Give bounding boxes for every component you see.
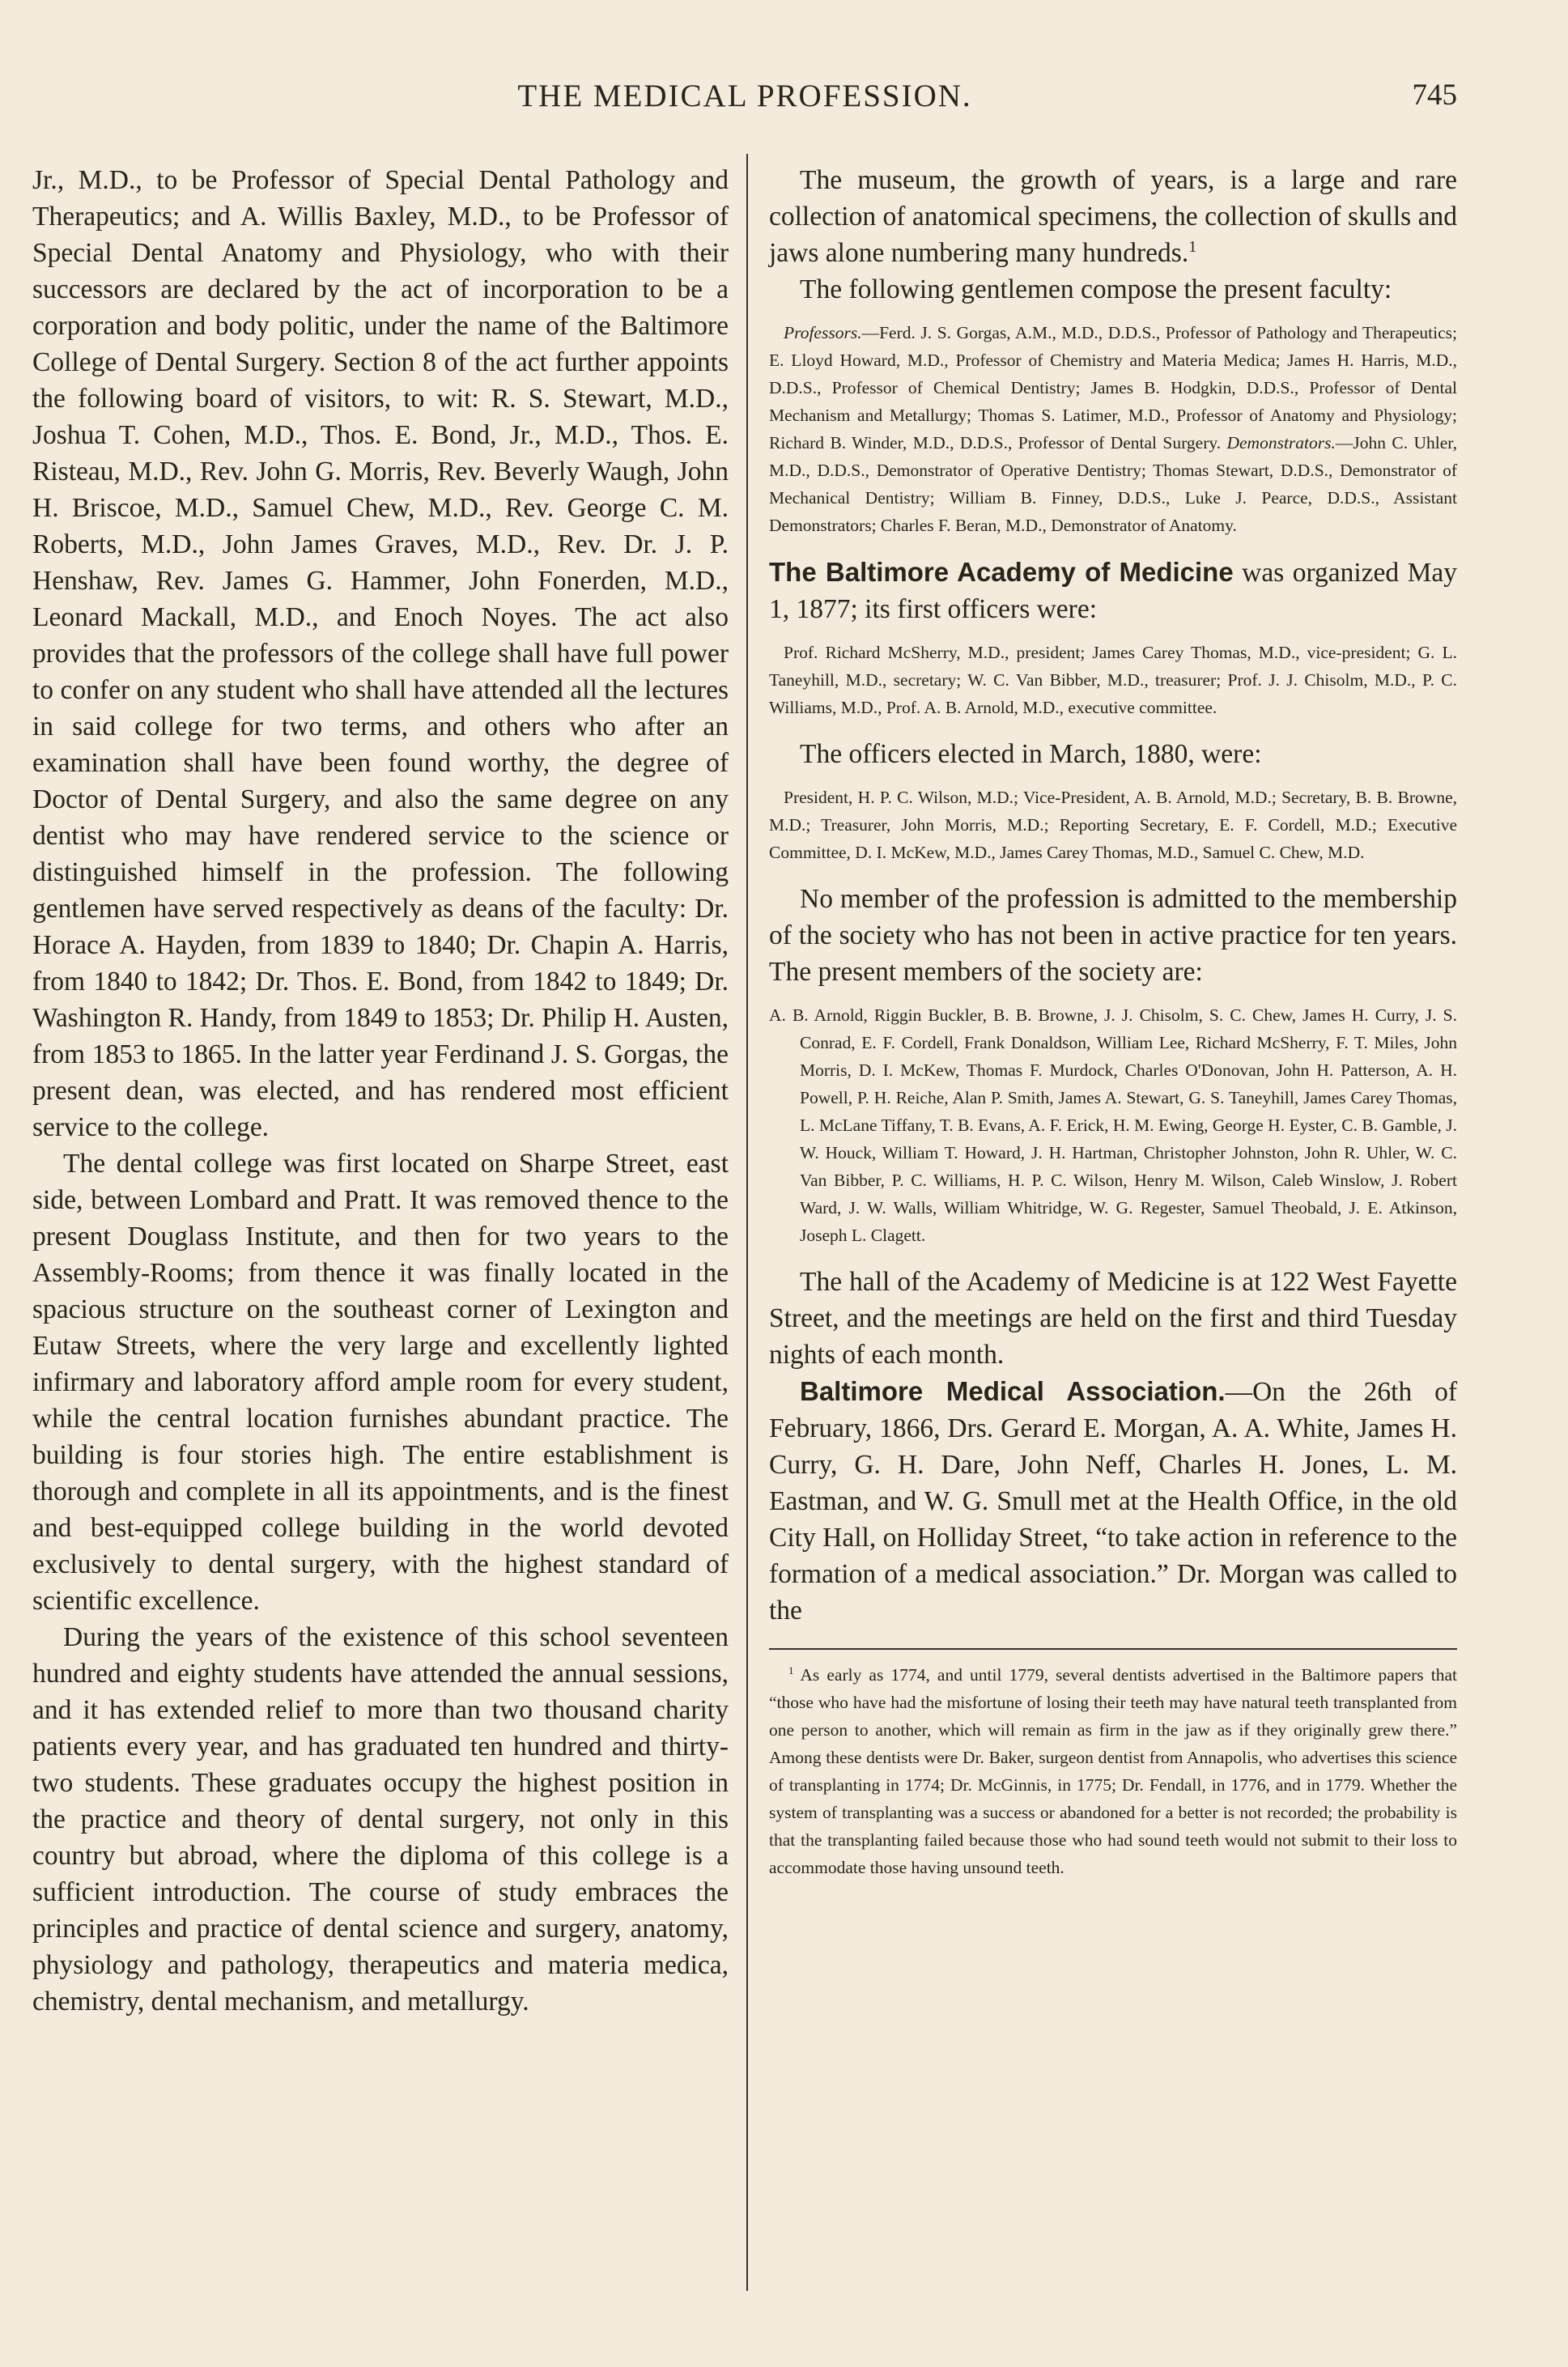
academy-heading: The Baltimore Academy of Medicine xyxy=(769,557,1234,587)
footnote-number: 1 xyxy=(788,1664,794,1676)
members-list: A. B. Arnold, Riggin Buckler, B. B. Browne, J. J. Chisolm, S. C. Chew, James H. Curry, J. S. Conrad, E. F. Cordell, Frank Donaldson, William Lee, Richard McSherry, F. T. Miles, John Morris, D. I. McKew, Thomas F. Murdock, Charles O'Donovan, John H. Patterson, A. H. Powell, P. H. Reiche, Alan P. Smith, James A. Stewart, G. S. Taneyhill, James Carey Thomas, L. McLane Tiffany, T. B. Evans, A. F. Erick, H. M. Ewing, George H. Eyster, C. B. Gamble, J. W. Houck, William T. Howard, J. H. Hartman, Christopher Johnston, John R. Uhler, W. C. Van Bibber, P. C. Williams, H. P. C. Wilson, Henry M. Wilson, Caleb Winslow, J. Robert Ward, J. W. Walls, William Whitridge, W. G. Regester, Samuel Theobald, J. E. Atkinson, Joseph L. Clagett. xyxy=(769,1005,1457,1245)
running-title: THE MEDICAL PROFESSION. xyxy=(517,79,972,113)
faculty-list-professors: —Ferd. J. S. Gorgas, A.M., M.D., D.D.S., Professor of Pathology and Therapeutics; E. Lloyd Howard, M.D., Professor of Chemistry and Materia Medica; James H. Harris, M.D., D.D.S., Professor of Chemical Dentistry; James B. Hodgkin, D.D.S., Professor of Dental Mechanism and Metallurgy; Thomas S. Latimer, M.D., Professor of Anatomy and Physiology; Richard B. Winder, M.D., D.D.S., Professor of Dental Surgery. xyxy=(769,323,1457,453)
right-column xyxy=(769,162,1457,1881)
faculty-list xyxy=(769,319,1457,539)
paragraph-academy xyxy=(769,554,1457,627)
museum-text: The museum, the growth of years, is a large and rare collection of anatomical specimens, the collection of skulls and jaws alone numbering many hundreds. xyxy=(769,165,1457,268)
footnote-text: As early as 1774, and until 1779, several dentists advertised in the Baltimore papers that “those who have had the misfortune of losing their teeth may have natural teeth transplanted from one person to another, which will remain as firm in the jaw as if they originally grew there.” Among these dentists were Dr. Baker, surgeon dentist from Annapolis, who advertises this science of transplanting in 1774; Dr. McGinnis, in 1775; Dr. Fendall, in 1776, and in 1779. Whether the system of transplanting was a success or abandoned for a better is not recorded; the probability is that the transplanting failed because those who had sound teeth would not submit to their loss to accommodate those having unsound teeth. xyxy=(769,1665,1457,1877)
paragraph-association xyxy=(769,1373,1457,1629)
first-officers-list: Prof. Richard McSherry, M.D., president; James Carey Thomas, M.D., vice-president; G. L. Taneyhill, M.D., secretary; W. C. Van Bibber, M.D., treasurer; Prof. J. J. Chisolm, M.D., P. C. Williams, M.D., Prof. A. B. Arnold, M.D., executive committee. xyxy=(769,643,1457,717)
page-header xyxy=(32,78,1457,126)
paragraph-hall: The hall of the Academy of Medicine is at 122 West Fayette Street, and the meetings are held on the first and third Tuesday nights of each month. xyxy=(769,1267,1457,1370)
page-number: 745 xyxy=(1412,79,1457,112)
paragraph-faculty-intro: The following gentlemen compose the present faculty: xyxy=(800,274,1392,304)
paragraph-membership: No member of the profession is admitted to the membership of the society who has not been in active practice for ten years. The present members of the society are: xyxy=(769,884,1457,987)
column-divider xyxy=(746,154,748,2291)
officers-1880-list: President, H. P. C. Wilson, M.D.; Vice-President, A. B. Arnold, M.D.; Secretary, B. B. Browne, M.D.; Treasurer, John Morris, M.D.; Reporting Secretary, E. F. Cordell, M.D.; Executive Committee, D. I. McKew, M.D., James Carey Thomas, M.D., Samuel C. Chew, M.D. xyxy=(769,788,1457,862)
faculty-list-demonstrators: —John C. Uhler, M.D., D.D.S., Demonstrator of Operative Dentistry; Thomas Stewart, D.D.S., Demonstrator of Mechanical Dentistry; William B. Finney, D.D.S., Luke J. Pearce, D.D.S., Assistant Demonstrators; Charles F. Beran, M.D., Demonstrator of Anatomy. xyxy=(769,433,1457,535)
academy-intro: was organized May 1, 1877; its first officers were: xyxy=(769,558,1458,624)
footnote-reference[interactable]: 1 xyxy=(1188,237,1197,256)
paragraph-officers-1880-intro: The officers elected in March, 1880, were: xyxy=(800,739,1262,769)
footnote-divider xyxy=(769,1648,1457,1650)
left-column xyxy=(32,162,729,2020)
paragraph-museum xyxy=(769,162,1457,271)
professors-label: Professors. xyxy=(784,323,862,342)
association-heading: Baltimore Medical Association. xyxy=(800,1376,1226,1406)
demonstrators-label: Demonstrators. xyxy=(1226,433,1336,453)
association-text: —On the 26th of February, 1866, Drs. Gerard E. Morgan, A. A. White, James H. Curry, G. H. Dare, John Neff, Charles H. Jones, L. M. Eastman, and W. G. Smull met at the Health Office, in the old City Hall, on Holliday Street, “to take action in reference to the formation of a medical association.” Dr. Morgan was called to the xyxy=(769,1377,1457,1625)
paragraph-college-location: The dental college was first located on Sharpe Street, east side, between Lombard and Pratt. It was removed thence to the present Douglass Institute, and then for two years to the Assembly-Rooms; from thence it was finally located in the spacious structure on the southeast corner of Lexington and Eutaw Streets, where the very large and excellently lighted infirmary and laboratory afford ample room for every student, while the central location furnishes abundant practice. The building is four stories high. The entire establishment is thorough and complete in all its appointments, and is the finest and best-equipped college building in the world devoted exclusively to dental surgery, with the highest standard of scientific excellence. xyxy=(32,1149,729,1616)
footnote xyxy=(769,1661,1457,1881)
paragraph-college-incorporation: Jr., M.D., to be Professor of Special Dental Pathology and Therapeutics; and A. Willis Baxley, M.D., to be Professor of Special Dental Anatomy and Physiology, who with their successors are declared by the act of incorporation to be a corporation and body politic, under the name of the Baltimore College of Dental Surgery. Section 8 of the act further appoints the following board of visitors, to wit: R. S. Stewart, M.D., Joshua T. Cohen, M.D., Thos. E. Bond, Jr., M.D., Thos. E. Risteau, M.D., Rev. John G. Morris, Rev. Beverly Waugh, John H. Briscoe, M.D., Samuel Chew, M.D., Rev. George C. M. Roberts, M.D., John James Graves, M.D., Rev. Dr. J. P. Henshaw, Rev. James G. Hammer, John Fonerden, M.D., Leonard Mackall, M.D., and Enoch Noyes. The act also provides that the professors of the college shall have full power to confer on any student who shall have attended all the lectures in said college for two terms, and others who after an examination shall have been found worthy, the degree of Doctor of Dental Surgery, and also the same degree on any dentist who may have rendered service to the science or distinguished himself in the profession. The following gentlemen have served respectively as deans of the faculty: Dr. Horace A. Hayden, from 1839 to 1840; Dr. Chapin A. Harris, from 1840 to 1842; Dr. Thos. E. Bond, from 1842 to 1849; Dr. Washington R. Handy, from 1849 to 1853; Dr. Philip H. Austen, from 1853 to 1865. In the latter year Ferdinand J. S. Gorgas, the present dean, was elected, and has rendered most efficient service to the college. xyxy=(32,165,729,1142)
paragraph-college-graduates: During the years of the existence of this school seventeen hundred and eighty students have attended the annual sessions, and it has extended relief to more than two thousand charity patients every year, and has graduated ten hundred and thirty-two students. These graduates occupy the highest position in the practice and theory of dental surgery, not only in this country but abroad, where the diploma of this college is a sufficient introduction. The course of study embraces the principles and practice of dental science and surgery, anatomy, physiology and pathology, therapeutics and materia medica, chemistry, dental mechanism, and metallurgy. xyxy=(32,1622,729,2016)
